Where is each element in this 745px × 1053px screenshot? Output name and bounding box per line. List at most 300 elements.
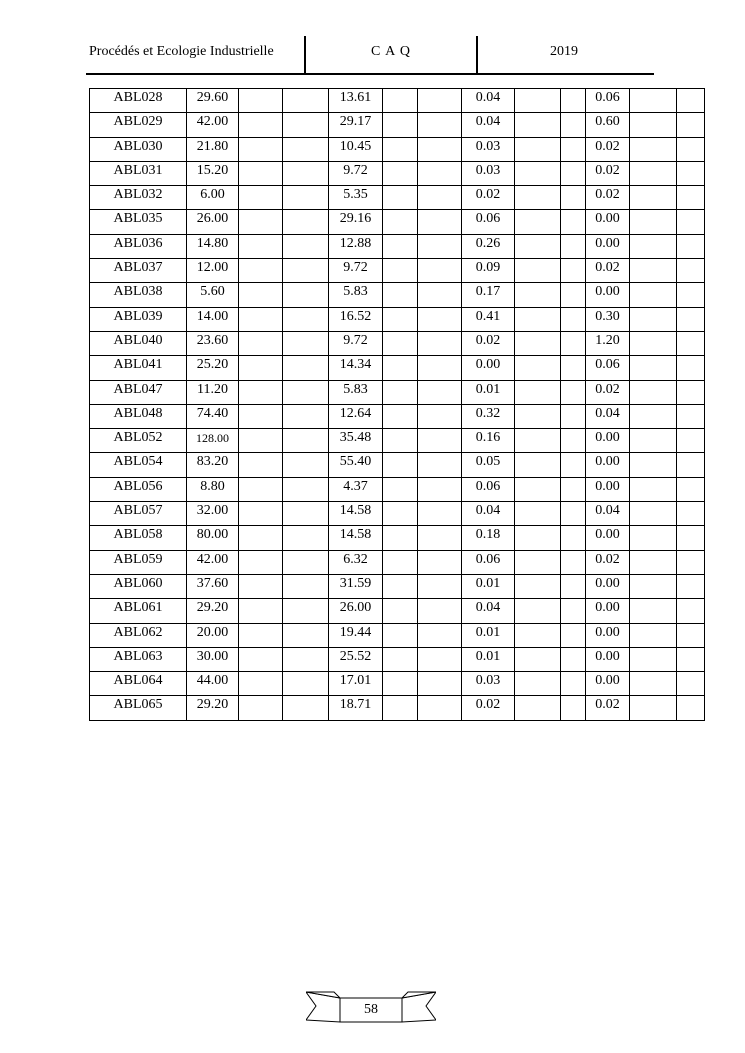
- table-cell-empty: [383, 599, 418, 623]
- table-cell-empty: [561, 356, 586, 380]
- table-cell-empty: [515, 307, 561, 331]
- table-cell-empty: [239, 477, 283, 501]
- table-cell-v2: 12.64: [329, 404, 383, 428]
- table-cell-id: ABL065: [90, 696, 187, 720]
- table-cell-empty: [515, 283, 561, 307]
- table-cell-empty: [515, 526, 561, 550]
- table-cell-v1: 30.00: [187, 647, 239, 671]
- table-cell-empty: [561, 647, 586, 671]
- table-cell-v3: 0.26: [462, 234, 515, 258]
- table-row: [90, 186, 705, 210]
- table-cell-empty: [383, 113, 418, 137]
- table-cell-v1: 5.60: [187, 283, 239, 307]
- table-cell-empty: [561, 550, 586, 574]
- table-cell-empty: [239, 161, 283, 185]
- table-cell-v2: 9.72: [329, 161, 383, 185]
- table-cell-empty: [561, 234, 586, 258]
- table-cell-empty: [630, 186, 677, 210]
- table-row: [90, 331, 705, 355]
- table-cell-v4: 0.00: [586, 210, 630, 234]
- table-cell-empty: [383, 161, 418, 185]
- table-cell-empty: [418, 672, 462, 696]
- header-course-title: Procédés et Ecologie Industrielle: [89, 44, 274, 59]
- table-cell-v2: 29.16: [329, 210, 383, 234]
- table-cell-empty: [630, 599, 677, 623]
- table-cell-empty: [515, 137, 561, 161]
- table-cell-v1: 42.00: [187, 550, 239, 574]
- table-cell-v3: 0.41: [462, 307, 515, 331]
- table-cell-empty: [515, 186, 561, 210]
- table-cell-v3: 0.02: [462, 696, 515, 720]
- table-cell-id: ABL031: [90, 161, 187, 185]
- table-cell-empty: [561, 283, 586, 307]
- table-cell-empty: [630, 404, 677, 428]
- table-row: [90, 234, 705, 258]
- table-cell-empty: [383, 210, 418, 234]
- table-cell-empty: [418, 137, 462, 161]
- table-cell-empty: [383, 453, 418, 477]
- table-cell-empty: [239, 429, 283, 453]
- table-cell-empty: [677, 331, 705, 355]
- table-row: [90, 380, 705, 404]
- table-cell-v4: 0.04: [586, 404, 630, 428]
- table-cell-empty: [561, 526, 586, 550]
- table-cell-v4: 0.02: [586, 259, 630, 283]
- table-cell-empty: [239, 283, 283, 307]
- table-cell-empty: [677, 623, 705, 647]
- table-cell-empty: [515, 161, 561, 185]
- table-cell-empty: [630, 161, 677, 185]
- table-cell-empty: [630, 307, 677, 331]
- table-cell-empty: [239, 502, 283, 526]
- table-cell-empty: [418, 404, 462, 428]
- table-cell-v1: 23.60: [187, 331, 239, 355]
- table-cell-v3: 0.09: [462, 259, 515, 283]
- table-cell-empty: [418, 259, 462, 283]
- table-cell-v3: 0.02: [462, 186, 515, 210]
- table-cell-empty: [515, 113, 561, 137]
- table-cell-empty: [515, 404, 561, 428]
- table-cell-id: ABL057: [90, 502, 187, 526]
- table-cell-empty: [283, 429, 329, 453]
- table-cell-empty: [418, 380, 462, 404]
- table-cell-empty: [239, 356, 283, 380]
- table-cell-empty: [283, 526, 329, 550]
- table-cell-empty: [677, 356, 705, 380]
- table-cell-id: ABL038: [90, 283, 187, 307]
- table-cell-empty: [418, 234, 462, 258]
- table-cell-v2: 35.48: [329, 429, 383, 453]
- table-cell-empty: [561, 137, 586, 161]
- table-cell-v2: 5.83: [329, 380, 383, 404]
- table-cell-v2: 9.72: [329, 331, 383, 355]
- table-cell-v1: 29.60: [187, 89, 239, 113]
- table-cell-empty: [515, 380, 561, 404]
- table-cell-v4: 0.60: [586, 113, 630, 137]
- table-cell-id: ABL052: [90, 429, 187, 453]
- table-cell-empty: [239, 331, 283, 355]
- table-cell-empty: [515, 672, 561, 696]
- table-cell-v2: 14.34: [329, 356, 383, 380]
- table-cell-empty: [677, 502, 705, 526]
- table-cell-empty: [630, 429, 677, 453]
- table-cell-empty: [677, 672, 705, 696]
- table-cell-v3: 0.04: [462, 599, 515, 623]
- table-cell-empty: [630, 453, 677, 477]
- table-cell-empty: [283, 672, 329, 696]
- table-row: [90, 477, 705, 501]
- table-cell-v2: 18.71: [329, 696, 383, 720]
- table-cell-id: ABL037: [90, 259, 187, 283]
- table-cell-v3: 0.05: [462, 453, 515, 477]
- table-cell-empty: [239, 696, 283, 720]
- table-cell-v1: 80.00: [187, 526, 239, 550]
- table-row: [90, 283, 705, 307]
- table-row: [90, 113, 705, 137]
- table-cell-v3: 0.32: [462, 404, 515, 428]
- table-cell-empty: [239, 89, 283, 113]
- table-cell-v4: 0.02: [586, 550, 630, 574]
- table-cell-empty: [418, 623, 462, 647]
- table-cell-id: ABL062: [90, 623, 187, 647]
- table-cell-empty: [677, 550, 705, 574]
- table-cell-empty: [515, 259, 561, 283]
- table-cell-empty: [418, 599, 462, 623]
- table-cell-v2: 5.35: [329, 186, 383, 210]
- header-separator: [304, 36, 306, 73]
- table-cell-empty: [630, 477, 677, 501]
- table-cell-id: ABL063: [90, 647, 187, 671]
- table-cell-empty: [677, 696, 705, 720]
- table-cell-empty: [239, 210, 283, 234]
- table-cell-empty: [515, 550, 561, 574]
- table-cell-empty: [418, 356, 462, 380]
- table-cell-empty: [283, 356, 329, 380]
- table-cell-v1: 32.00: [187, 502, 239, 526]
- table-cell-empty: [383, 331, 418, 355]
- table-row: [90, 599, 705, 623]
- table-cell-empty: [677, 647, 705, 671]
- table-cell-v3: 0.06: [462, 550, 515, 574]
- table-cell-empty: [283, 283, 329, 307]
- table-cell-empty: [677, 283, 705, 307]
- table-cell-v2: 13.61: [329, 89, 383, 113]
- table-cell-empty: [383, 623, 418, 647]
- table-cell-empty: [515, 234, 561, 258]
- table-row: [90, 404, 705, 428]
- table-cell-empty: [383, 283, 418, 307]
- table-row: [90, 696, 705, 720]
- table-row: [90, 453, 705, 477]
- table-cell-id: ABL036: [90, 234, 187, 258]
- table-row: [90, 210, 705, 234]
- table-row: [90, 89, 705, 113]
- table-cell-v3: 0.18: [462, 526, 515, 550]
- table-cell-empty: [239, 574, 283, 598]
- table-cell-empty: [630, 356, 677, 380]
- table-cell-v4: 0.02: [586, 696, 630, 720]
- table-cell-empty: [283, 696, 329, 720]
- table-cell-v2: 26.00: [329, 599, 383, 623]
- table-cell-empty: [383, 89, 418, 113]
- header-underline: [86, 73, 654, 75]
- table-cell-v3: 0.01: [462, 574, 515, 598]
- table-cell-empty: [418, 331, 462, 355]
- table-cell-empty: [515, 599, 561, 623]
- table-cell-empty: [630, 137, 677, 161]
- table-cell-empty: [283, 234, 329, 258]
- data-table-body: [90, 89, 705, 721]
- table-cell-v4: 0.02: [586, 161, 630, 185]
- table-cell-empty: [561, 623, 586, 647]
- table-cell-empty: [418, 502, 462, 526]
- table-cell-empty: [418, 307, 462, 331]
- table-cell-empty: [418, 550, 462, 574]
- table-cell-v4: 0.00: [586, 574, 630, 598]
- table-cell-id: ABL064: [90, 672, 187, 696]
- table-cell-empty: [677, 453, 705, 477]
- table-cell-empty: [239, 526, 283, 550]
- table-cell-empty: [630, 380, 677, 404]
- table-cell-empty: [515, 356, 561, 380]
- table-cell-empty: [561, 429, 586, 453]
- table-cell-v1: 128.00: [187, 429, 239, 453]
- table-cell-empty: [239, 647, 283, 671]
- table-cell-v1: 14.00: [187, 307, 239, 331]
- table-cell-empty: [630, 623, 677, 647]
- table-row: [90, 574, 705, 598]
- table-cell-empty: [630, 283, 677, 307]
- table-cell-empty: [561, 453, 586, 477]
- table-cell-empty: [561, 210, 586, 234]
- table-cell-id: ABL056: [90, 477, 187, 501]
- table-cell-empty: [630, 89, 677, 113]
- table-cell-v4: 0.02: [586, 380, 630, 404]
- table-row: [90, 307, 705, 331]
- table-cell-empty: [239, 550, 283, 574]
- table-cell-empty: [383, 672, 418, 696]
- table-cell-empty: [515, 331, 561, 355]
- table-cell-v3: 0.03: [462, 161, 515, 185]
- table-cell-empty: [383, 696, 418, 720]
- table-cell-empty: [561, 380, 586, 404]
- table-cell-empty: [515, 502, 561, 526]
- table-row: [90, 161, 705, 185]
- table-cell-empty: [283, 331, 329, 355]
- table-cell-empty: [515, 574, 561, 598]
- table-cell-empty: [283, 307, 329, 331]
- table-cell-empty: [630, 696, 677, 720]
- table-cell-id: ABL040: [90, 331, 187, 355]
- table-cell-v4: 0.00: [586, 477, 630, 501]
- table-cell-v3: 0.17: [462, 283, 515, 307]
- table-cell-v3: 0.01: [462, 623, 515, 647]
- table-cell-v3: 0.01: [462, 647, 515, 671]
- table-cell-id: ABL054: [90, 453, 187, 477]
- table-cell-v3: 0.00: [462, 356, 515, 380]
- table-cell-empty: [561, 574, 586, 598]
- table-cell-v1: 25.20: [187, 356, 239, 380]
- page-number-ribbon: [306, 988, 436, 1028]
- table-cell-v4: 0.00: [586, 234, 630, 258]
- table-cell-empty: [283, 647, 329, 671]
- table-cell-v1: 29.20: [187, 696, 239, 720]
- table-cell-empty: [515, 647, 561, 671]
- table-cell-v2: 31.59: [329, 574, 383, 598]
- table-cell-empty: [418, 647, 462, 671]
- table-cell-id: ABL030: [90, 137, 187, 161]
- table-cell-empty: [630, 210, 677, 234]
- table-cell-v2: 6.32: [329, 550, 383, 574]
- table-cell-empty: [515, 453, 561, 477]
- table-cell-v4: 0.06: [586, 89, 630, 113]
- table-cell-empty: [418, 453, 462, 477]
- table-cell-empty: [515, 89, 561, 113]
- table-cell-empty: [383, 356, 418, 380]
- table-cell-v4: 0.04: [586, 502, 630, 526]
- table-cell-empty: [418, 574, 462, 598]
- table-cell-empty: [677, 89, 705, 113]
- table-cell-empty: [283, 210, 329, 234]
- table-cell-empty: [561, 599, 586, 623]
- table-cell-id: ABL028: [90, 89, 187, 113]
- table-cell-empty: [561, 331, 586, 355]
- table-cell-v3: 0.03: [462, 672, 515, 696]
- table-cell-empty: [383, 429, 418, 453]
- table-cell-id: ABL047: [90, 380, 187, 404]
- table-row: [90, 356, 705, 380]
- table-cell-v3: 0.06: [462, 210, 515, 234]
- table-cell-empty: [677, 429, 705, 453]
- table-cell-id: ABL039: [90, 307, 187, 331]
- table-cell-empty: [283, 161, 329, 185]
- page-header: [86, 36, 656, 74]
- table-cell-empty: [239, 259, 283, 283]
- table-cell-v2: 9.72: [329, 259, 383, 283]
- table-cell-empty: [383, 526, 418, 550]
- table-cell-v3: 0.04: [462, 502, 515, 526]
- table-cell-v4: 0.00: [586, 526, 630, 550]
- table-cell-v1: 42.00: [187, 113, 239, 137]
- table-cell-empty: [239, 453, 283, 477]
- table-cell-v4: 1.20: [586, 331, 630, 355]
- table-cell-empty: [677, 404, 705, 428]
- header-year: 2019: [550, 44, 578, 59]
- table-cell-empty: [283, 404, 329, 428]
- table-cell-v4: 0.00: [586, 623, 630, 647]
- table-cell-v4: 0.00: [586, 672, 630, 696]
- table-cell-empty: [383, 259, 418, 283]
- table-cell-v2: 25.52: [329, 647, 383, 671]
- table-cell-empty: [418, 89, 462, 113]
- table-cell-v3: 0.16: [462, 429, 515, 453]
- header-separator: [476, 36, 478, 73]
- header-subject: C A Q: [371, 44, 412, 59]
- table-cell-id: ABL035: [90, 210, 187, 234]
- table-cell-empty: [239, 307, 283, 331]
- table-cell-empty: [561, 89, 586, 113]
- table-cell-empty: [515, 696, 561, 720]
- table-cell-empty: [418, 477, 462, 501]
- table-cell-empty: [283, 502, 329, 526]
- table-cell-v2: 10.45: [329, 137, 383, 161]
- table-cell-v2: 14.58: [329, 526, 383, 550]
- table-cell-empty: [677, 259, 705, 283]
- table-cell-v1: 44.00: [187, 672, 239, 696]
- table-cell-empty: [630, 331, 677, 355]
- table-cell-empty: [561, 502, 586, 526]
- table-cell-empty: [239, 404, 283, 428]
- table-cell-empty: [383, 647, 418, 671]
- table-cell-empty: [630, 672, 677, 696]
- table-cell-empty: [677, 307, 705, 331]
- table-cell-empty: [239, 623, 283, 647]
- table-cell-empty: [677, 234, 705, 258]
- table-cell-id: ABL041: [90, 356, 187, 380]
- table-cell-empty: [383, 186, 418, 210]
- table-cell-empty: [677, 574, 705, 598]
- table-cell-empty: [383, 234, 418, 258]
- table-row: [90, 429, 705, 453]
- table-cell-empty: [630, 113, 677, 137]
- table-cell-v4: 0.02: [586, 137, 630, 161]
- table-cell-v4: 0.30: [586, 307, 630, 331]
- table-cell-v1: 11.20: [187, 380, 239, 404]
- table-cell-empty: [677, 380, 705, 404]
- table-cell-empty: [677, 526, 705, 550]
- table-cell-v3: 0.03: [462, 137, 515, 161]
- table-cell-empty: [677, 477, 705, 501]
- table-cell-v3: 0.06: [462, 477, 515, 501]
- table-cell-empty: [239, 186, 283, 210]
- table-cell-v2: 17.01: [329, 672, 383, 696]
- table-row: [90, 502, 705, 526]
- table-cell-v4: 0.00: [586, 429, 630, 453]
- table-cell-v2: 19.44: [329, 623, 383, 647]
- table-cell-empty: [239, 113, 283, 137]
- table-row: [90, 623, 705, 647]
- table-cell-empty: [383, 380, 418, 404]
- table-row: [90, 550, 705, 574]
- table-cell-empty: [561, 404, 586, 428]
- table-cell-v4: 0.00: [586, 283, 630, 307]
- table-cell-empty: [561, 696, 586, 720]
- table-cell-v1: 20.00: [187, 623, 239, 647]
- table-cell-empty: [418, 113, 462, 137]
- table-cell-empty: [239, 672, 283, 696]
- table-cell-id: ABL059: [90, 550, 187, 574]
- table-cell-empty: [283, 113, 329, 137]
- table-cell-empty: [677, 186, 705, 210]
- table-cell-id: ABL032: [90, 186, 187, 210]
- table-cell-empty: [630, 234, 677, 258]
- table-cell-empty: [418, 161, 462, 185]
- table-cell-empty: [239, 380, 283, 404]
- table-cell-empty: [677, 161, 705, 185]
- table-cell-empty: [561, 307, 586, 331]
- table-cell-v1: 8.80: [187, 477, 239, 501]
- table-cell-v3: 0.04: [462, 89, 515, 113]
- table-cell-v1: 83.20: [187, 453, 239, 477]
- table-cell-v4: 0.00: [586, 647, 630, 671]
- table-cell-v2: 4.37: [329, 477, 383, 501]
- table-cell-v4: 0.00: [586, 599, 630, 623]
- table-cell-v2: 12.88: [329, 234, 383, 258]
- table-cell-id: ABL029: [90, 113, 187, 137]
- table-cell-empty: [630, 526, 677, 550]
- table-cell-v1: 6.00: [187, 186, 239, 210]
- table-cell-empty: [239, 599, 283, 623]
